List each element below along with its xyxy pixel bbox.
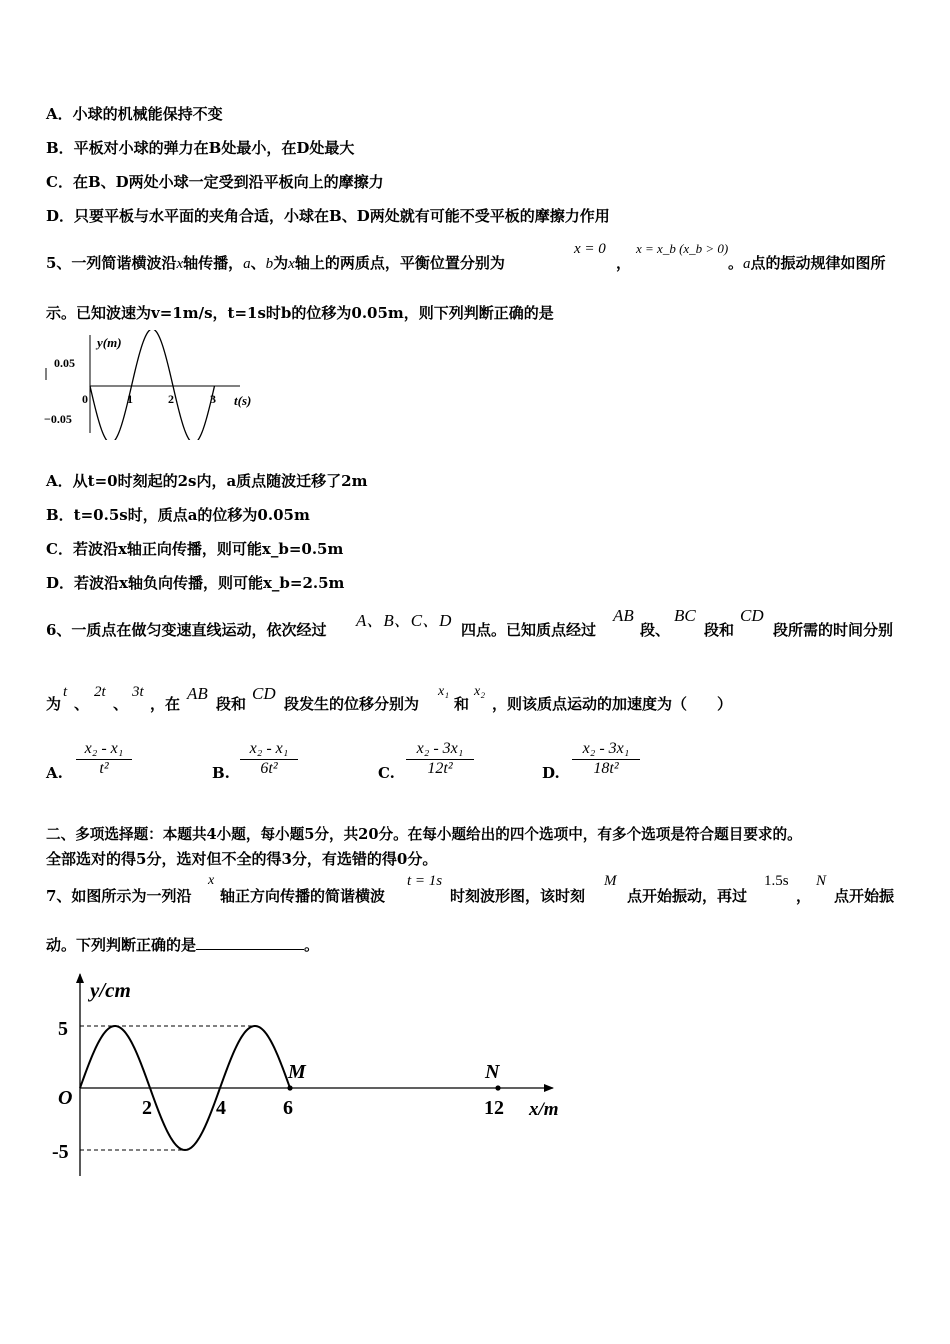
y-tick-neg5: -5 xyxy=(52,1141,69,1163)
q6-option-d-num: x₂ - 3x₁ xyxy=(582,740,630,757)
q6-seg-cd-2: CD xyxy=(252,684,276,703)
x-tick-12: 12 xyxy=(484,1097,504,1119)
section2-line2: 全部选对的得5分，选对但不全的得3分，有选错的得0分。 xyxy=(46,850,438,868)
q5-stem-line1: 5、一列简谐横波沿x轴传播，a、b为x轴上的两质点，平衡位置分别为 xyxy=(46,254,505,272)
q6-option-c-num: x₂ - 3x₁ xyxy=(416,740,464,757)
q7-stem-line1-e: 点开始振 xyxy=(834,887,895,905)
q6-option-a-fraction xyxy=(76,740,132,778)
q5-stem-line2: 示。已知波速为v=1m/s，t=1s时b的位移为0.05m，则下列判断正确的是 xyxy=(46,304,554,322)
vibration-graph xyxy=(40,330,270,440)
q6-sep1: 段、 xyxy=(640,621,671,639)
q6-sep2: 段和 xyxy=(704,621,735,639)
q6-option-d-label: D. xyxy=(542,764,560,782)
q7-stem-line1-a: 7、如图所示为一列沿 xyxy=(46,887,192,905)
q6-stem-line2-c: 段和 xyxy=(216,695,247,713)
q7-N: N xyxy=(816,873,827,889)
q6-seg-cd: CD xyxy=(740,606,764,625)
t-tick-1: 1 xyxy=(127,392,133,406)
q6-option-a-num: x₂ - x₁ xyxy=(84,740,124,757)
x-tick-4: 4 xyxy=(216,1097,226,1119)
q5-eq-xb: x = x_b (x_b > 0) xyxy=(636,241,729,256)
point-M xyxy=(287,1085,292,1090)
point-N-label: N xyxy=(485,1061,500,1083)
q6-stem-line1-c: 段所需的时间分别 xyxy=(773,621,894,639)
q6-x1: x₁ xyxy=(438,684,450,699)
wave-graph xyxy=(40,968,580,1183)
q6-stem-line2-d: 段发生的位移分别为 xyxy=(284,695,420,713)
x-axis-label: x/m xyxy=(529,1099,559,1120)
q6-option-b-label: B. xyxy=(212,764,230,782)
q6-and: 和 xyxy=(454,695,470,713)
q6-t1: t xyxy=(63,684,68,700)
x-tick-2: 2 xyxy=(142,1097,152,1119)
q7-x: x xyxy=(208,873,215,888)
t-tick-2: 2 xyxy=(168,392,174,406)
q4-option-d: D．只要平板与水平面的夹角合适，小球在B、D两处就有可能不受平板的摩擦力作用 xyxy=(46,207,610,225)
q6-option-b-den: 6t² xyxy=(260,760,278,777)
q6-stem-line2-e: ，则该质点运动的加速度为（ ） xyxy=(492,695,733,713)
q6-dun1: 、 xyxy=(74,695,90,713)
t-tick-3: 3 xyxy=(210,392,216,406)
section2-line1: 二、多项选择题：本题共4小题，每小题5分，共20分。在每小题给出的四个选项中，有多个选项是符合题目要求的。 xyxy=(46,826,802,843)
q6-stem-line1-b: 四点。已知质点经过 xyxy=(461,621,597,639)
q6-option-c-den: 12t² xyxy=(427,760,453,777)
q6-option-a-label: A. xyxy=(46,764,63,782)
t-tick-0: 0 xyxy=(82,392,88,406)
y-axis-label: y(m) xyxy=(97,335,122,350)
q6-option-b-fraction xyxy=(240,740,298,778)
origin-label: O xyxy=(58,1087,73,1109)
q4-option-c: C．在B、D两处小球一定受到沿平板向上的摩擦力 xyxy=(46,173,384,191)
q6-points: A、B、C、D xyxy=(356,611,452,630)
x-tick-6: 6 xyxy=(283,1097,293,1119)
y-tick-pos: 0.05 xyxy=(54,356,75,370)
q6-dun2: 、 xyxy=(113,695,129,713)
q7-stem-line1-b: 轴正方向传播的简谐横波 xyxy=(220,887,386,905)
q6-stem-line1-a: 6、一质点在做匀变速直线运动，依次经过 xyxy=(46,621,327,639)
q6-t3: 3t xyxy=(132,684,144,700)
q6-option-a-den: t² xyxy=(99,760,109,777)
q5-eq-x0: x = 0 xyxy=(574,241,606,257)
q5-option-a: A．从t=0时刻起的2s内，a质点随波迁移了2m xyxy=(46,472,368,490)
q7-t-eq: t = 1s xyxy=(407,873,443,889)
q6-x2: x₂ xyxy=(474,684,486,699)
q6-seg-ab: AB xyxy=(613,606,634,625)
q7-dt: 1.5s xyxy=(764,873,789,889)
q6-option-d-fraction xyxy=(572,740,640,778)
q7-stem-line1-c: 时刻波形图，该时刻 xyxy=(450,887,586,905)
q7-comma: ， xyxy=(796,887,812,905)
q6-option-c-fraction xyxy=(406,740,474,778)
q5-option-c: C．若波沿x轴正向传播，则可能x_b=0.5m xyxy=(46,540,344,558)
q5-option-b: B．t=0.5s时，质点a的位移为0.05m xyxy=(46,506,310,524)
y-tick-neg: −0.05 xyxy=(44,412,72,426)
q7-stem-line2: 动。下列判断正确的是 。 xyxy=(46,936,320,954)
y-tick-5: 5 xyxy=(58,1018,68,1040)
q6-stem-line2-b: ，在 xyxy=(150,695,181,713)
q7-stem-line1-d: 点开始振动，再过 xyxy=(627,887,748,905)
q5-comma: ， xyxy=(616,254,632,272)
q6-t2: 2t xyxy=(94,684,106,700)
q5-stem-line1-end: 。a点的振动规律如图所 xyxy=(728,254,886,272)
q5-option-d: D．若波沿x轴负向传播，则可能x_b=2.5m xyxy=(46,574,345,592)
t-axis-label: t(s) xyxy=(234,393,252,408)
q6-option-d-den: 18t² xyxy=(593,760,619,777)
point-N xyxy=(495,1085,500,1090)
q6-seg-bc: BC xyxy=(674,606,696,625)
q6-option-c-label: C. xyxy=(378,764,395,782)
q6-option-b-num: x₂ - x₁ xyxy=(249,740,289,757)
q4-option-a: A．小球的机械能保持不变 xyxy=(46,105,223,123)
q6-seg-ab-2: AB xyxy=(187,684,208,703)
q7-M: M xyxy=(604,873,617,889)
answer-blank[interactable] xyxy=(196,937,304,950)
y-axis-label: y/cm xyxy=(90,978,131,1002)
q6-stem-line2-a: 为 xyxy=(46,695,62,713)
point-M-label: M xyxy=(288,1061,306,1083)
q4-option-b: B．平板对小球的弹力在B处最小，在D处最大 xyxy=(46,139,355,157)
